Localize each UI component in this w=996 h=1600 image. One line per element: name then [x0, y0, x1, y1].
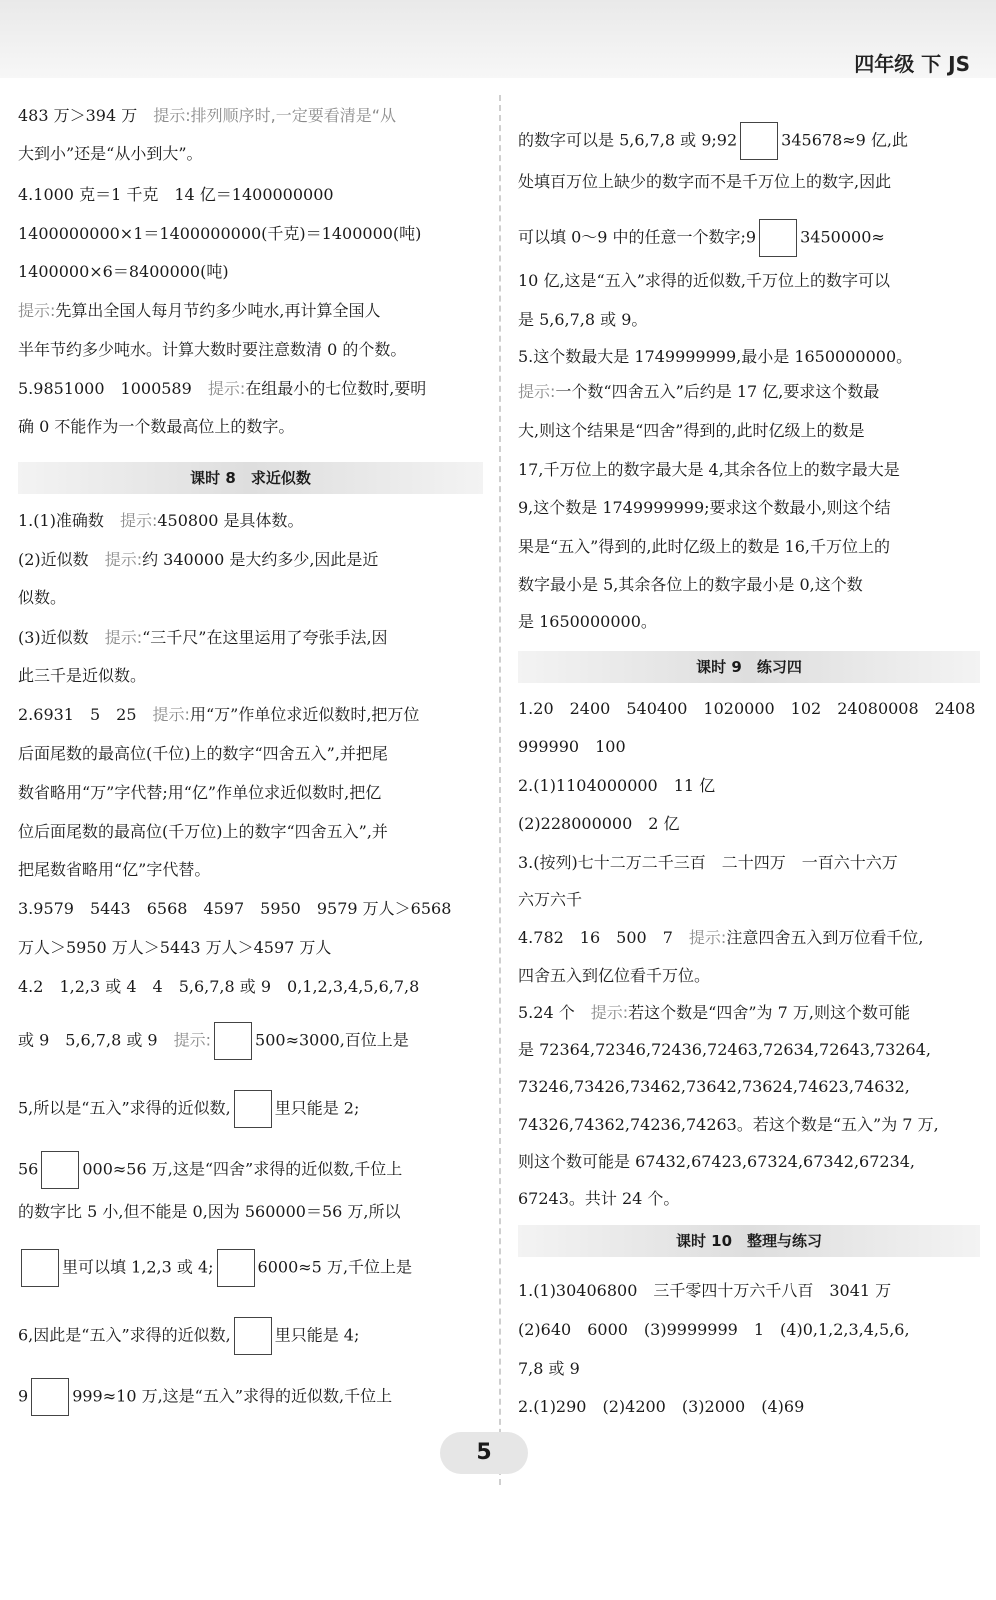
blank-box — [214, 1022, 252, 1060]
answer-line: 位后面尾数的最高位(千万位)上的数字“四舍五入”,并 — [18, 822, 388, 841]
answer-line: 9 999≈10 万,这是“五入”求得的近似数,千位上 — [18, 1378, 483, 1416]
answer-line: 2.6931 5 25 提示:用“万”作单位求近似数时,把万位 — [18, 705, 420, 724]
answer-line: 1400000000×1＝1400000000(千克)＝1400000(吨) — [18, 224, 422, 243]
answer-line: 或 9 5,6,7,8 或 9 提示: 500≈3000,百位上是 — [18, 1022, 483, 1060]
section-heading-lesson-8: 课时 8 求近似数 — [18, 462, 483, 494]
answer-line: (2)228000000 2 亿 — [518, 814, 680, 833]
answer-line: 是 1650000000。 — [518, 612, 657, 631]
answer-line: 2.(1)1104000000 11 亿 — [518, 776, 716, 795]
blank-box — [21, 1249, 59, 1287]
answer-line: 3.(按列)七十二万二千三百 二十四万 一百六十六万 — [518, 853, 898, 872]
blank-box — [234, 1317, 272, 1355]
answer-line: 9,这个数是 1749999999;要求这个数最小,则这个结 — [518, 498, 891, 517]
answer-line: 半年节约多少吨水。计算大数时要注意数清 0 的个数。 — [18, 340, 407, 359]
answer-line: 万人＞5950 万人＞5443 万人＞4597 万人 — [18, 938, 332, 957]
answer-line: 67243。共计 24 个。 — [518, 1189, 680, 1208]
answer-line: 7,8 或 9 — [518, 1359, 580, 1378]
blank-box — [759, 219, 797, 257]
answer-line: 999990 100 — [518, 737, 626, 756]
answer-line: 4.782 16 500 7 提示:注意四舍五入到万位看千位, — [518, 928, 924, 947]
answer-line: 提示:一个数“四舍五入”后约是 17 亿,要求这个数最 — [518, 382, 880, 401]
answer-line: 后面尾数的最高位(千位)上的数字“四舍五入”,并把尾 — [18, 744, 388, 763]
answer-line: 把尾数省略用“亿”字代替。 — [18, 860, 211, 879]
answer-line: 5.这个数最大是 1749999999,最小是 1650000000。 — [518, 347, 913, 366]
section-heading-lesson-9: 课时 9 练习四 — [518, 651, 980, 683]
answer-line: (2)近似数 提示:约 340000 是大约多少,因此是近 — [18, 550, 379, 569]
answer-line: 则这个数可能是 67432,67423,67324,67342,67234, — [518, 1152, 916, 1171]
blank-box — [234, 1090, 272, 1128]
answer-line: 的数字可以是 5,6,7,8 或 9;92 345678≈9 亿,此 — [518, 122, 980, 160]
grade-label: 四年级 下 JS — [854, 52, 970, 76]
answer-line: 5.9851000 1000589 提示:在组最小的七位数时,要明 — [18, 379, 427, 398]
answer-line: 1.(1)准确数 提示:450800 是具体数。 — [18, 511, 304, 530]
answer-line: 5,所以是“五入”求得的近似数, 里只能是 2; — [18, 1090, 483, 1128]
answer-line: 1400000×6＝8400000(吨) — [18, 262, 229, 281]
answer-line: 2.(1)290 (2)4200 (3)2000 (4)69 — [518, 1397, 805, 1416]
answer-line: 数字最小是 5,其余各位上的数字最小是 0,这个数 — [518, 575, 863, 594]
answer-line: 6,因此是“五入”求得的近似数, 里只能是 4; — [18, 1317, 483, 1355]
answer-line: 1.(1)30406800 三千零四十万六千八百 3041 万 — [518, 1281, 892, 1300]
answer-line: 483 万＞394 万 提示:排列顺序时,一定要看清是“从 — [18, 106, 397, 125]
answer-line: 此三千是近似数。 — [18, 666, 147, 685]
section-heading-lesson-10: 课时 10 整理与练习 — [518, 1225, 980, 1257]
answer-line: 似数。 — [18, 588, 67, 607]
blank-box — [740, 122, 778, 160]
answer-line: 4.2 1,2,3 或 4 4 5,6,7,8 或 9 0,1,2,3,4,5,6,7,8 — [18, 977, 420, 996]
answer-line: 17,千万位上的数字最大是 4,其余各位上的数字最大是 — [518, 460, 900, 479]
blank-box — [31, 1378, 69, 1416]
page-number: 5 — [440, 1432, 528, 1474]
answer-line: 3.9579 5443 6568 4597 5950 9579 万人＞6568 — [18, 899, 452, 918]
header-band — [0, 0, 996, 78]
answer-line: 果是“五入”得到的,此时亿级上的数是 16,千万位上的 — [518, 537, 890, 556]
answer-line: 4.1000 克＝1 千克 14 亿＝1400000000 — [18, 185, 334, 204]
answer-line: 数省略用“万”字代替;用“亿”作单位求近似数时,把亿 — [18, 783, 382, 802]
answer-line: 1.20 2400 540400 1020000 102 24080008 2408 — [518, 699, 976, 718]
answer-line: 确 0 不能作为一个数最高位上的数字。 — [18, 417, 295, 436]
answer-line: 5.24 个 提示:若这个数是“四舍”为 7 万,则这个数可能 — [518, 1003, 910, 1022]
answer-line: (3)近似数 提示:“三千尺”在这里运用了夸张手法,因 — [18, 628, 388, 647]
answer-line: 可以填 0～9 中的任意一个数字;9 3450000≈ — [518, 219, 980, 257]
answer-line: 74326,74362,74236,74263。若这个数是“五入”为 7 万, — [518, 1115, 939, 1134]
answer-line: 73246,73426,73462,73642,73624,74623,74632, — [518, 1077, 910, 1096]
answer-line: 是 72364,72346,72436,72463,72634,72643,73264, — [518, 1040, 931, 1059]
answer-line: 56 000≈56 万,这是“四舍”求得的近似数,千位上 — [18, 1151, 483, 1189]
blank-box — [41, 1151, 79, 1189]
answer-line: 提示:先算出全国人每月节约多少吨水,再计算全国人 — [18, 301, 381, 320]
answer-line: 10 亿,这是“五入”求得的近似数,千万位上的数字可以 — [518, 271, 890, 290]
blank-box — [217, 1249, 255, 1287]
answer-line: 四舍五入到亿位看千万位。 — [518, 966, 711, 985]
answer-line: 大,则这个结果是“四舍”得到的,此时亿级上的数是 — [518, 421, 865, 440]
column-divider — [499, 95, 501, 1485]
answer-line: 是 5,6,7,8 或 9。 — [518, 310, 648, 329]
answer-line: 大到小”还是“从小到大”。 — [18, 144, 203, 163]
answer-line: (2)640 6000 (3)9999999 1 (4)0,1,2,3,4,5,6, — [518, 1320, 910, 1339]
answer-line: 六万六千 — [518, 890, 583, 909]
answer-line: 里可以填 1,2,3 或 4; 6000≈5 万,千位上是 — [18, 1249, 483, 1287]
answer-line: 的数字比 5 小,但不能是 0,因为 560000＝56 万,所以 — [18, 1202, 401, 1221]
answer-line: 处填百万位上缺少的数字而不是千万位上的数字,因此 — [518, 172, 892, 191]
